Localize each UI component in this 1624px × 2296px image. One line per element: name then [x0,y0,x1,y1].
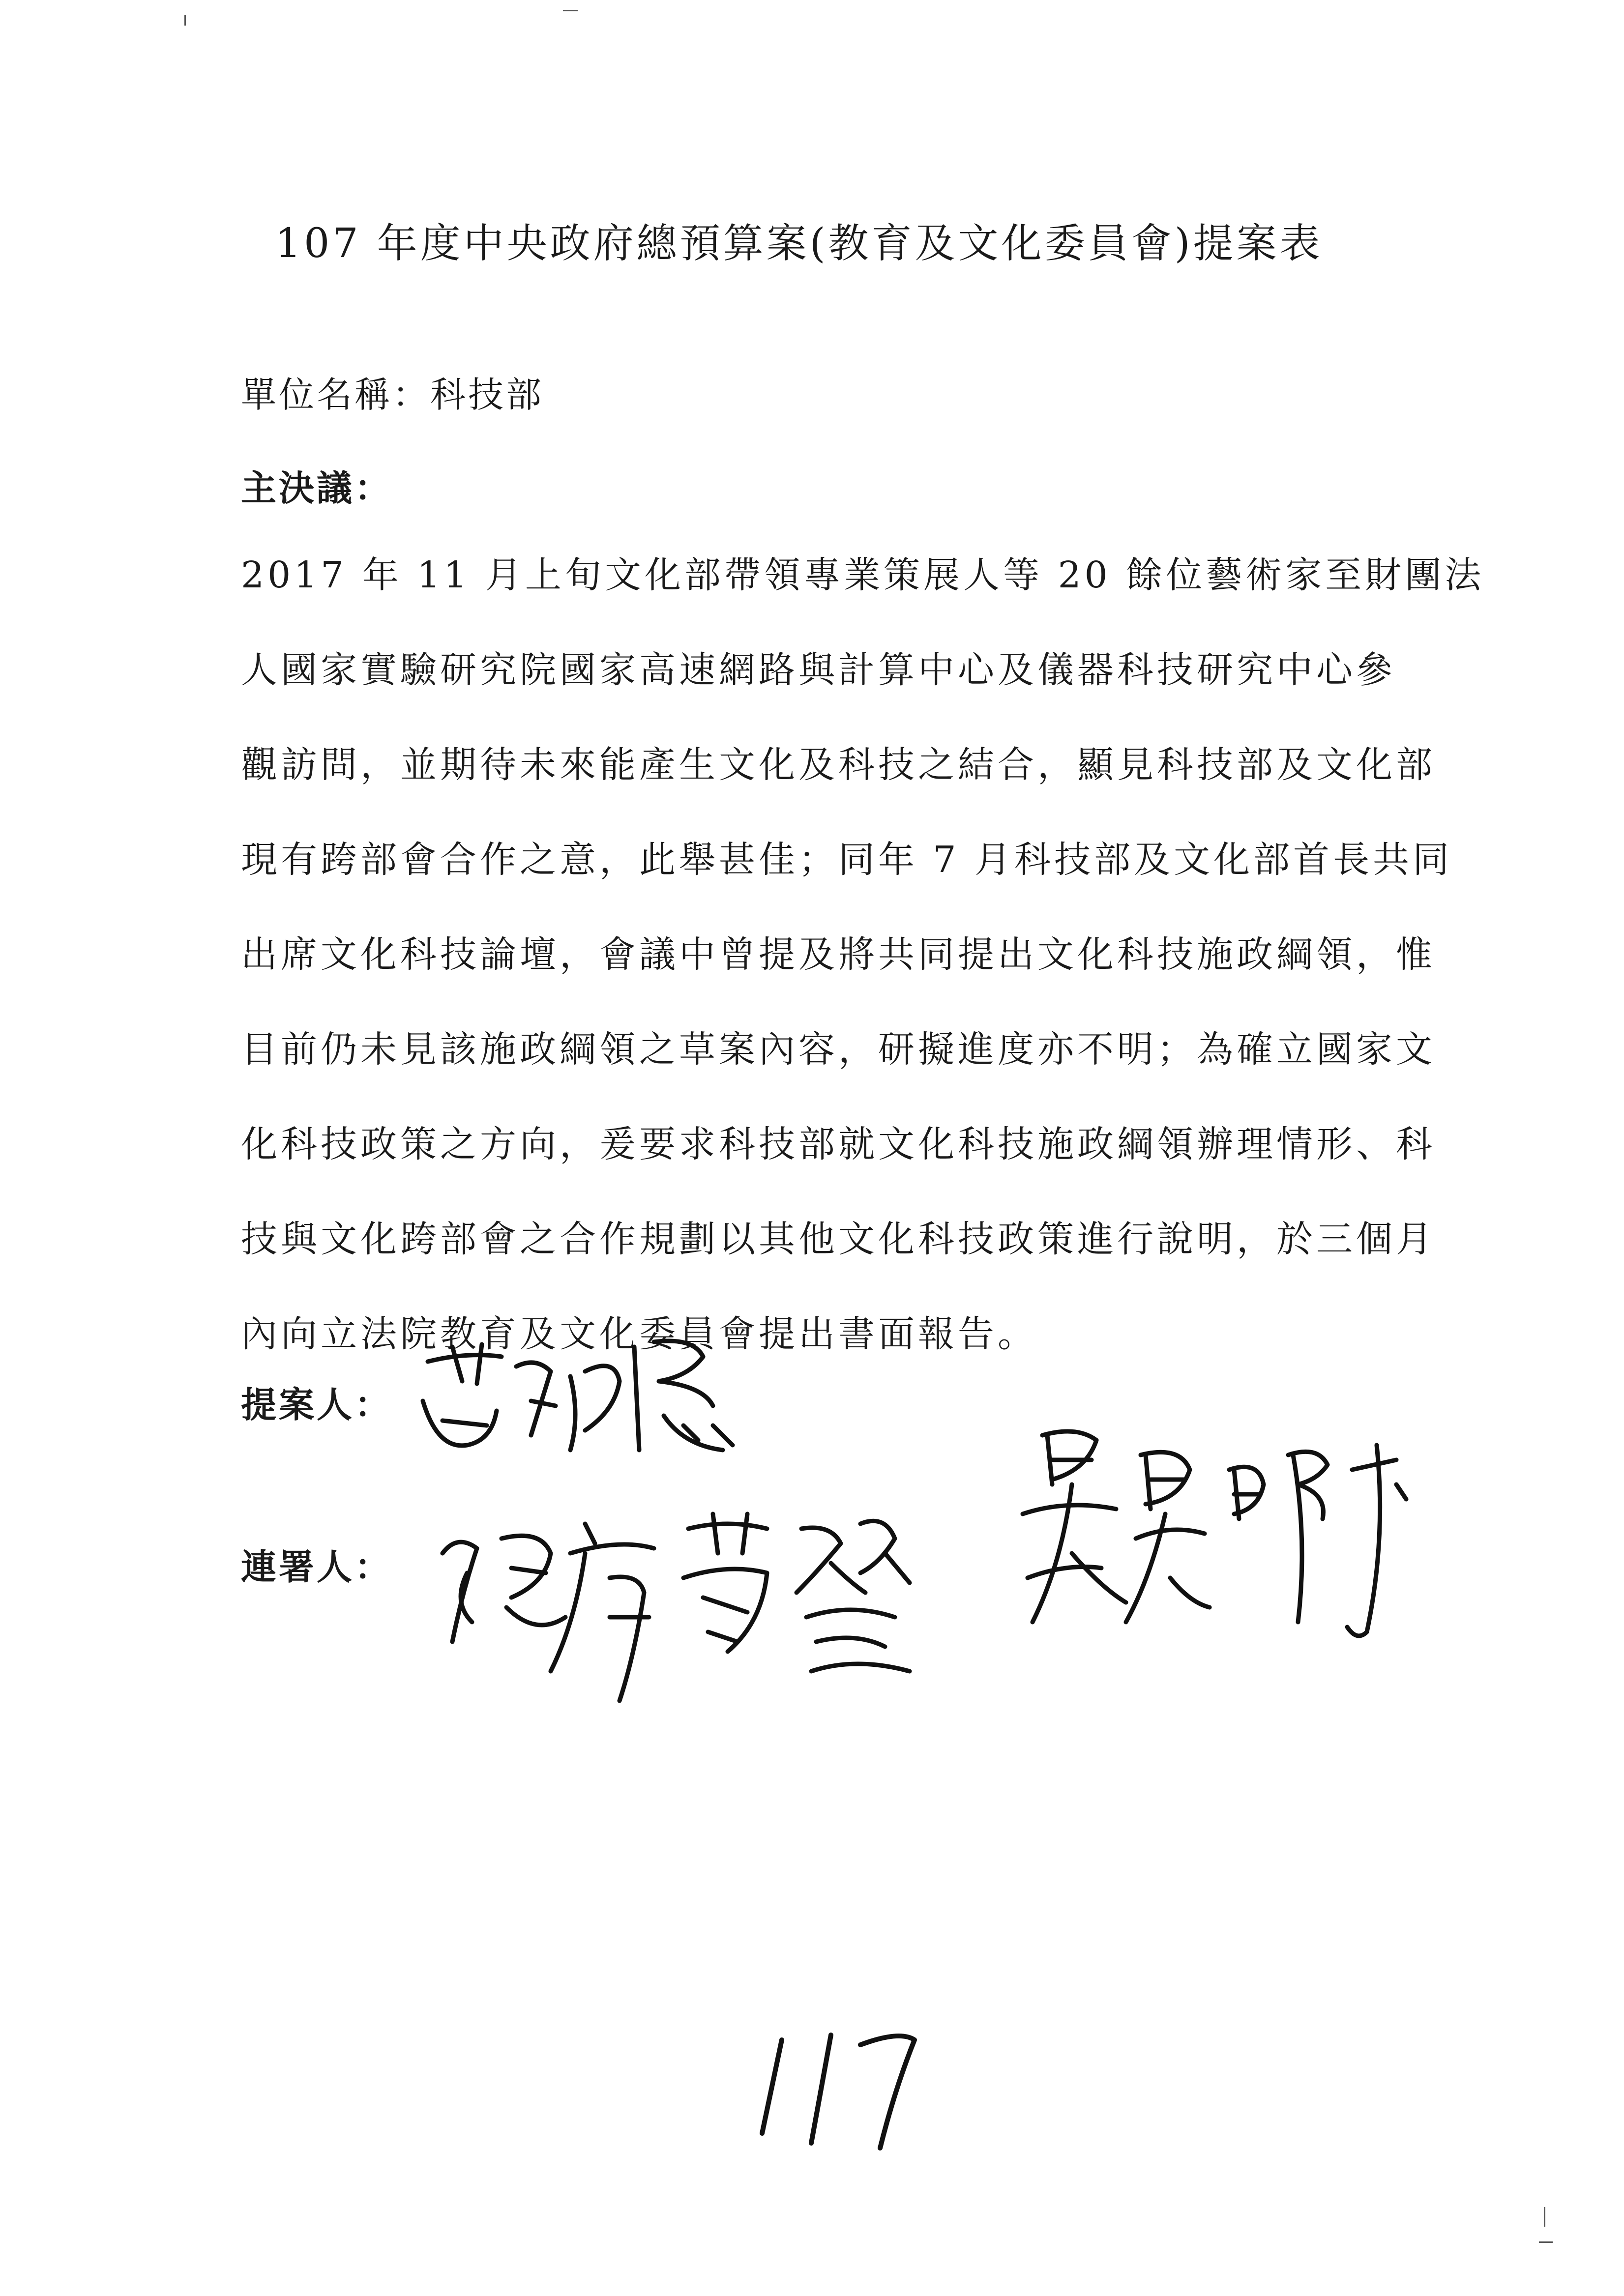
page-number [752,2020,949,2160]
scan-mark-bottom-right-2 [1544,2207,1545,2227]
body-line: 人國家實驗研究院國家高速網路與計算中心及儀器科技研究中心參 [241,649,1396,691]
scan-mark-top-left [184,15,186,26]
body-line: 內向立法院教育及文化委員會提出書面報告。 [241,1313,1037,1355]
unit-name-line: 單位名稱：科技部 [241,374,544,415]
body-line: 現有跨部會合作之意，此舉甚佳；同年 7 月科技部及文化部首長共同 [241,839,1453,881]
cosigner-signature-2 [1003,1416,1436,1701]
body-line: 目前仍未見該施政綱領之草案內容，研擬進度亦不明；為確立國家文 [241,1028,1436,1071]
scan-mark-top [563,10,578,11]
main-resolution-label: 主決議： [241,467,393,509]
body-line: 技與文化跨部會之合作規劃以其他文化科技政策進行說明，於三個月 [241,1218,1436,1260]
resolution-body [241,546,1485,1399]
proposer-signature [408,1327,752,1475]
body-line: 2017 年 11 月上旬文化部帶領專業策展人等 20 餘位藝術家至財團法 [241,554,1485,596]
cosigner-signature-1 [423,1494,983,1711]
cosigner-label: 連署人： [241,1546,393,1588]
scan-mark-bottom-right [1539,2241,1553,2243]
proposer-label: 提案人： [241,1384,393,1425]
body-line: 觀訪問，並期待未來能產生文化及科技之結合，顯見科技部及文化部 [241,744,1436,786]
body-line: 化科技政策之方向，爰要求科技部就文化科技施政綱領辦理情形、科 [241,1123,1436,1165]
body-line: 出席文化科技論壇，會議中曾提及將共同提出文化科技施政綱領，惟 [241,933,1436,976]
document-title: 107 年度中央政府總預算案(教育及文化委員會)提案表 [275,220,1323,267]
